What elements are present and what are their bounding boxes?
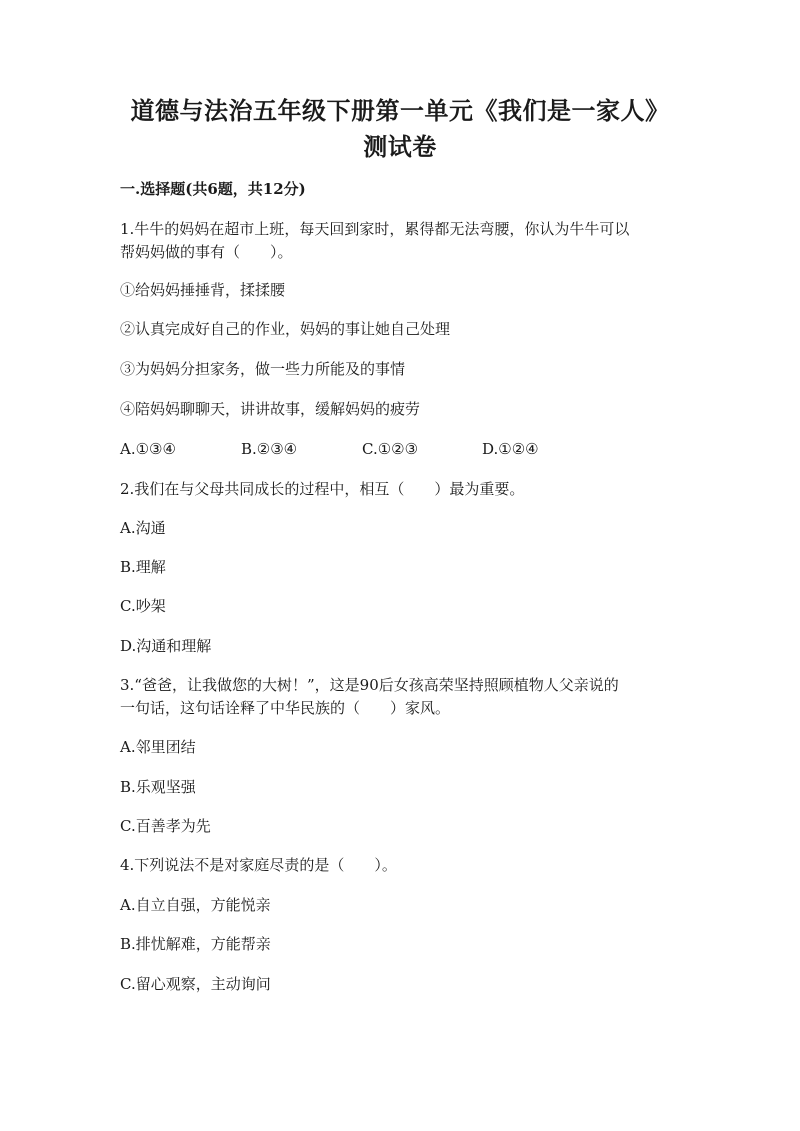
q1-option-a: A.①③④ xyxy=(120,440,176,458)
q2-option-d: D.沟通和理解 xyxy=(120,637,212,655)
q1-item-1: ①给妈妈捶捶背，揉揉腰 xyxy=(120,281,286,299)
q1-option-c: C.①②③ xyxy=(362,440,419,458)
q3-stem-line2: 一句话，这句话诠释了中华民族的（ ）家风。 xyxy=(120,699,451,717)
q1-item-4: ④陪妈妈聊聊天，讲讲故事，缓解妈妈的疲劳 xyxy=(120,400,421,418)
q1-item-3: ③为妈妈分担家务，做一些力所能及的事情 xyxy=(120,360,406,378)
q1-option-b: B.②③④ xyxy=(241,440,298,458)
q1-item-2: ②认真完成好自己的作业，妈妈的事让她自己处理 xyxy=(120,320,451,338)
q3-option-a: A.邻里团结 xyxy=(120,738,196,756)
page-title-line1: 道德与法治五年级下册第一单元《我们是一家人》 xyxy=(130,96,670,125)
q2-option-a: A.沟通 xyxy=(120,519,166,537)
q2-stem: 2.我们在与父母共同成长的过程中，相互（ ）最为重要。 xyxy=(120,480,525,498)
q4-option-c: C.留心观察，主动询问 xyxy=(120,975,271,993)
q3-option-b: B.乐观坚强 xyxy=(120,778,196,796)
q4-option-a: A.自立自强，方能悦亲 xyxy=(120,896,271,914)
q2-option-b: B.理解 xyxy=(120,558,166,576)
q1-option-d: D.①②④ xyxy=(482,440,539,458)
q1-stem-line2: 帮妈妈做的事有（ ）。 xyxy=(120,243,293,261)
q1-stem-line1: 1.牛牛的妈妈在超市上班，每天回到家时，累得都无法弯腰，你认为牛牛可以 xyxy=(120,220,630,238)
q4-stem: 4.下列说法不是对家庭尽责的是（ ）。 xyxy=(120,856,397,874)
q3-option-c: C.百善孝为先 xyxy=(120,817,211,835)
q4-option-b: B.排忧解难，方能帮亲 xyxy=(120,935,271,953)
section-heading: 一.选择题(共6题，共12分) xyxy=(120,180,306,198)
q3-stem-line1: 3.“爸爸，让我做您的大树！”，这是90后女孩高荣坚持照顾植物人父亲说的 xyxy=(120,676,619,694)
page-title-line2: 测试卷 xyxy=(363,132,437,161)
q2-option-c: C.吵架 xyxy=(120,597,166,615)
